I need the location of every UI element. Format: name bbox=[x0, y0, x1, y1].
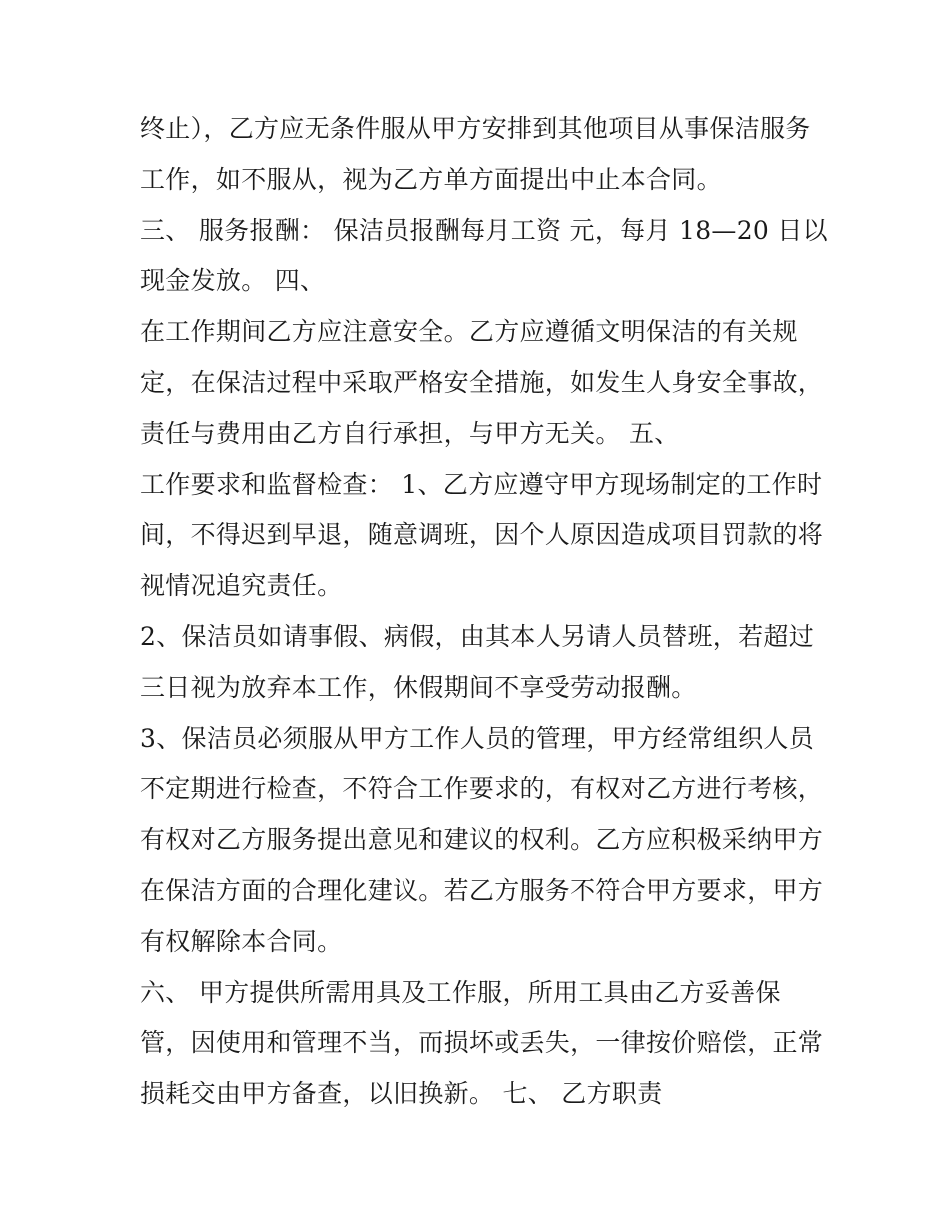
text-line: 在工作期间乙方应注意安全。乙方应遵循文明保洁的有关规 bbox=[140, 317, 798, 347]
text-line: 责任与费用由乙方自行承担，与甲方无关。 五、 bbox=[140, 418, 680, 448]
text-line: 不定期进行检查，不符合工作要求的，有权对乙方进行考核， bbox=[140, 774, 824, 804]
text-line: 在保洁方面的合理化建议。若乙方服务不符合甲方要求，甲方 bbox=[140, 875, 824, 905]
text-line: 3、保洁员必须服从甲方工作人员的管理，甲方经常组织人员 bbox=[140, 723, 815, 753]
text-line: 管，因使用和管理不当，而损坏或丢失，一律按价赔偿，正常 bbox=[140, 1028, 824, 1058]
text-line: 2、保洁员如请事假、病假，由其本人另请人员替班，若超过 bbox=[140, 621, 815, 651]
text-line: 三日视为放弃本工作，休假期间不享受劳动报酬。 bbox=[140, 672, 697, 702]
text-line: 现金发放。 四、 bbox=[140, 266, 326, 296]
text-line: 工作要求和监督检查： 1、乙方应遵守甲方现场制定的工作时 bbox=[140, 469, 823, 499]
text-line: 损耗交由甲方备查，以旧换新。 七、 乙方职责 bbox=[140, 1079, 663, 1109]
text-line: 三、 服务报酬： 保洁员报酬每月工资 元，每月 18—20 日以 bbox=[140, 215, 828, 245]
text-line: 六、 甲方提供所需用具及工作服，所用工具由乙方妥善保 bbox=[140, 977, 781, 1007]
text-line: 视情况追究责任。 bbox=[140, 571, 343, 601]
contract-text-body bbox=[140, 104, 828, 1120]
text-line: 间，不得迟到早退，随意调班，因个人原因造成项目罚款的将 bbox=[140, 520, 824, 550]
text-line: 工作，如不服从，视为乙方单方面提出中止本合同。 bbox=[140, 164, 722, 194]
text-line: 有权解除本合同。 bbox=[140, 926, 343, 956]
text-line: 有权对乙方服务提出意见和建议的权利。乙方应积极采纳甲方 bbox=[140, 825, 824, 855]
text-line: 定，在保洁过程中采取严格安全措施，如发生人身安全事故， bbox=[140, 367, 824, 397]
text-line: 终止），乙方应无条件服从甲方安排到其他项目从事保洁服务 bbox=[140, 114, 811, 143]
